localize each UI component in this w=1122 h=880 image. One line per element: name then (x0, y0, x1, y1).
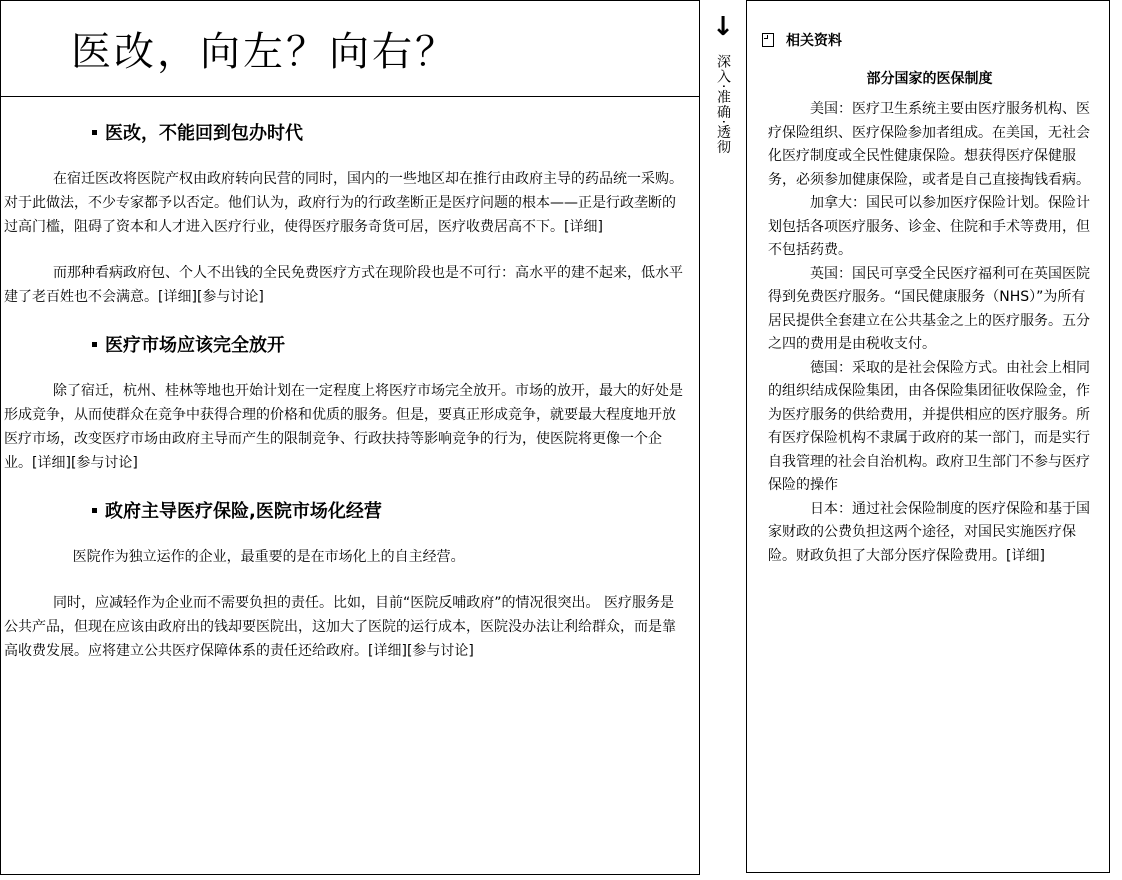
article-paragraph (4, 167, 685, 239)
document-icon (762, 33, 774, 47)
page-title: 医改，向左？向右？ (71, 29, 458, 75)
discuss-link[interactable]: [参与讨论] (196, 289, 264, 305)
sidebar-paragraph-text: 德国：采取的是社会保险方式。由社会上相同的组织结成保险集团，由各保险集团征收保险金，作为医疗服务的供给费用，并提供相应的医疗服务。所有医疗保险机构不隶属于政府的某一部门，而是实行自我管理的社会自治机构。政府卫生部门不参与医疗保险的操作 (768, 359, 1090, 493)
sidebar-paragraph-text: 英国：国民可享受全民医疗福利可在英国医院得到免费医疗服务。“国民健康服务（NHS）”为所有居民提供全套建立在公共基金之上的医疗服务。五分之四的费用是由税收支付。 (768, 265, 1090, 352)
bullet-icon (92, 130, 97, 135)
sidebar-paragraph (768, 192, 1091, 263)
article-paragraph (4, 379, 685, 475)
paragraph-text: 而那种看病政府包、个人不出钱的全民免费医疗方式在现阶段也是不可行：高水平的建不起来，低水平建了老百姓也不会满意。 (4, 265, 683, 305)
related-info-header (762, 30, 1091, 50)
sidebar-paragraph (768, 263, 1091, 357)
bullet-icon (92, 342, 97, 347)
related-info-panel (746, 0, 1110, 873)
discuss-link[interactable]: [参与讨论] (406, 643, 474, 659)
down-arrow-icon: ↓ (712, 12, 734, 42)
paragraph-text: 同时，应减轻作为企业而不需要负担的责任。比如，目前“医院反哺政府”的情况很突出。 医疗服务是公共产品，但现在应该由政府出的钱却要医院出，这加大了医院的运行成本，医院没办法让利给群众，而是靠高收费发展。应将建立公共医疗保障体系的责任还给政府。 (4, 595, 676, 659)
sidebar-paragraph-text: 日本：通过社会保险制度的医疗保险和基于国家财政的公费负担这两个途径，对国民实施医疗保险。财政负担了大部分医疗保险费用。 (768, 500, 1090, 564)
details-link[interactable]: [详细] (1006, 547, 1045, 564)
article-body (1, 97, 699, 663)
section-heading (92, 331, 685, 357)
details-link[interactable]: [详细] (368, 643, 407, 659)
bullet-icon (92, 508, 97, 513)
article-paragraph (4, 591, 685, 663)
section-heading (92, 119, 685, 145)
section-heading (92, 497, 685, 523)
section-heading-text: 政府主导医疗保险,医院市场化经营 (105, 501, 382, 522)
section-heading-text: 医疗市场应该完全放开 (105, 335, 285, 356)
related-info-label: 相关资料 (786, 33, 842, 49)
section-heading-text: 医改，不能回到包办时代 (105, 123, 303, 144)
sidebar-body (768, 98, 1091, 568)
sidebar-paragraph-text: 加拿大：国民可以参加医疗保险计划。保险计划包括各项医疗服务、诊金、住院和手术等费用，但不包括药费。 (768, 195, 1090, 258)
sidebar-paragraph-text: 美国：医疗卫生系统主要由医疗服务机构、医疗保险组织、医疗保险参加者组成。在美国，无社会化医疗制度或全民性健康保险。想获得医疗保健服务，必须参加健康保险，或者是自己直接掏钱看病。 (768, 101, 1090, 188)
paragraph-text: 除了宿迁，杭州、桂林等地也开始计划在一定程度上将医疗市场完全放开。市场的放开，最大的好处是形成竞争，从而使群众在竞争中获得合理的价格和优质的服务。但是，要真正形成竞争，就要最大程度地开放医疗市场，改变医疗市场由政府主导而产生的限制竞争、行政扶持等影响竞争的行为，使医院将更像一个企业。 (4, 383, 683, 471)
title-bar (1, 1, 699, 97)
discuss-link[interactable]: [参与讨论] (70, 455, 138, 471)
article-paragraph (4, 545, 685, 569)
paragraph-text: 在宿迁医改将医院产权由政府转向民营的同时，国内的一些地区却在推行由政府主导的药品统一采购。对于此做法，不少专家都予以否定。他们认为，政府行为的行政垄断正是医疗问题的根本——正是行政垄断的过高门槛，阻碍了资本和人才进入医疗行业，使得医疗服务奇货可居，医疗收费居高不下。 (4, 171, 683, 235)
details-link[interactable]: [详细] (564, 219, 603, 235)
details-link[interactable]: [详细] (32, 455, 71, 471)
article-paragraph (4, 261, 685, 309)
tagline-vertical: 深入·准确·透彻 (715, 54, 731, 155)
sidebar-paragraph (768, 498, 1091, 569)
details-link[interactable]: [详细] (158, 289, 197, 305)
sidebar-paragraph (768, 98, 1091, 192)
sidebar-paragraph (768, 357, 1091, 498)
sidebar-title: 部分国家的医保制度 (866, 71, 993, 87)
side-strip (712, 14, 734, 155)
paragraph-text: 医院作为独立运作的企业，最重要的是在市场化上的自主经营。 (72, 549, 465, 565)
